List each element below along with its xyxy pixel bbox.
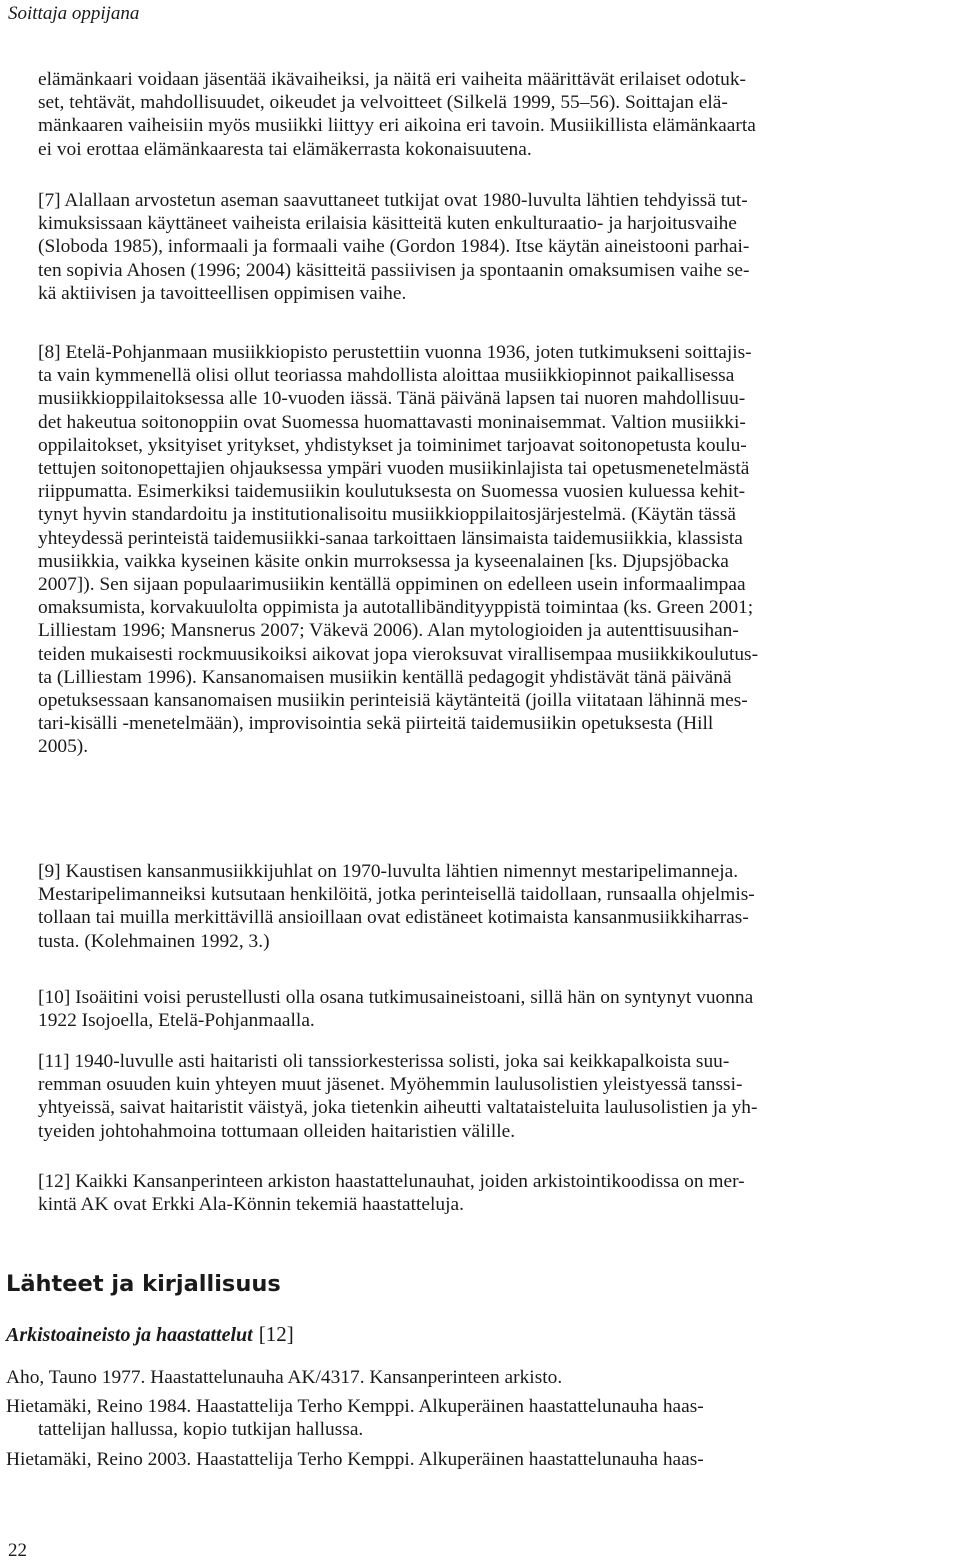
reference-list	[6, 1366, 956, 1477]
reference-entry: Hietamäki, Reino 1984. Haastattelija Terho Kemppi. Alkuperäinen haastattelunauha haas- tattelijan hallussa, kopio tutkijan hallussa.	[6, 1396, 704, 1441]
endnote-9: [9] Kaustisen kansanmusiikkijuhlat on 1970-luvulta lähtien nimennyt mestaripelimanneja. Mestaripelimanneiksi kutsutaan henkilöitä, jotka perinteisellä taidollaan, runsaalla ohjelmis- tollaan tai muilla merkittävillä ansioillaan ovat edistäneet kotimaista kansanmusiikkiharras- tusta. (Kolehmainen 1992, 3.)	[38, 861, 755, 952]
sources-heading: Lähteet ja kirjallisuus	[6, 1271, 281, 1297]
endnote-12: [12] Kaikki Kansanperinteen arkiston haastattelunauhat, joiden arkistointikoodissa on mer- kintä AK ovat Erkki Ala-Könnin tekemiä haastatteluja.	[38, 1171, 745, 1216]
reference-entry: Hietamäki, Reino 2003. Haastattelija Terho Kemppi. Alkuperäinen haastattelunauha haas-	[6, 1448, 704, 1470]
endnote-7: [7] Alallaan arvostetun aseman saavuttaneet tutkijat ovat 1980-luvulta lähtien tehdyissä tut- kimuksissaan käyttäneet vaiheista erilaisia käsitteitä kuten enkulturaatio- ja harjoitusvaihe (Sloboda 1985), informaali ja formaali vaihe (Gordon 1984). Itse käytän aineistooni parhai- ten sopivia Ahosen (1996; 2004) käsitteitä passiivisen ja spontaanin omaksumisen vaihe se- kä aktiivisen ja tavoitteellisen oppimisen vaihe.	[38, 190, 750, 304]
reference-entry: Aho, Tauno 1977. Haastattelunauha AK/4317. Kansanperinteen arkisto.	[6, 1367, 563, 1388]
endnote-10: [10] Isoäitini voisi perustellusti olla osana tutkimusaineistoani, sillä hän on syntynyt vuonna 1922 Isojoella, Etelä-Pohjanmaalla.	[38, 987, 754, 1032]
endnote-8: [8] Etelä-Pohjanmaan musiikkiopisto perustettiin vuonna 1936, joten tutkimukseni soittajis- ta vain kymmenellä olisi ollut teoriassa mahdollista aloittaa musiikkiopinnot paikallisessa musiikkioppilaitoksessa alle 10-vuoden iässä. Tänä päivänä lapsen tai nuoren mahdollisuu- det hakeutua soitonoppiin ovat Suomessa huomattavasti moninaisemmat. Valtion musiikki- oppilaitokset, yksityiset yritykset, yhdistykset ja toiminimet tarjoavat soitonopetusta koulu- tettujen soitonopettajien ohjauksessa ympäri vuoden musiikinlajista tai opetusmenetelmästä riippumatta. Esimerkiksi taidemusiikin koulutuksesta on Suomessa vuosien kuluessa kehit- tynyt hyvin standardoitu ja institutionalisoitu musiikkioppilaitosjärjestelmä. (Käytän tässä yhteydessä perinteistä taidemusiikki-sanaa tarkoittaen länsimaista taidemusiikkia, klassista musiikkia, vaikka kyseinen käsite onkin murroksessa ja kyseenalainen [ks. Djupsjöbacka 2007]). Sen sijaan populaarimusiikin kentällä oppiminen on edelleen usein informaalimpaa omaksumista, korvakuulolta oppimista ja autotallibändityyppistä toimintaa (ks. Green 2001; Lilliestam 1996; Mansnerus 2007; Väkevä 2006). Alan mytologioiden ja autenttisuusihan- teiden mukaisesti rockmuusikoiksi aikovat jopa vieroksuvat virallisempaa musiikkikoulutus- ta (Lilliestam 1996). Kansanomaisen musiikin kentällä pedagogit yhdistävät tänä päivänä opetuksessaan kansanomaisen musiikin perinteisiä käytänteitä (joilla viitataan lähinnä mes- tari-kisälli -menetelmään), improvisointia sekä piirteitä taidemusiikin opetuksesta (Hill 2005).	[38, 342, 759, 758]
archive-subheading	[6, 1321, 294, 1348]
page-number: 22	[8, 1540, 27, 1561]
note-continued-paragraph: elämänkaari voidaan jäsentää ikävaiheiksi, ja näitä eri vaiheita määrittävät erilaiset odotuk- set, tehtävät, mahdollisuudet, oikeudet ja velvoitteet (Silkelä 1999, 55–56). Soittajan elä- mänkaaren vaiheisiin myös musiikki liittyy eri aikoina eri tavoin. Musiikillista elämänkaarta ei voi erottaa elämänkaaresta tai elämäkerrasta kokonaisuutena.	[38, 69, 756, 160]
archive-subheading-note: [12]	[258, 1322, 294, 1346]
endnote-11: [11] 1940-luvulle asti haitaristi oli tanssiorkesterissa solisti, joka sai keikkapalkoista suu- remman osuuden kuin yhteyen muut jäsenet. Myöhemmin laulusolistien yleistyessä tanssi- yhtyeissä, saivat haitaristit väistyä, joka tietenkin aiheutti valtataisteluita laulusolistien ja yh- tyeiden johtohahmoina tottumaan olleiden haitaristien välille.	[38, 1051, 758, 1142]
archive-subheading-text: Arkistoaineisto ja haastattelut	[6, 1324, 253, 1346]
running-header: Soittaja oppijana	[8, 3, 140, 24]
